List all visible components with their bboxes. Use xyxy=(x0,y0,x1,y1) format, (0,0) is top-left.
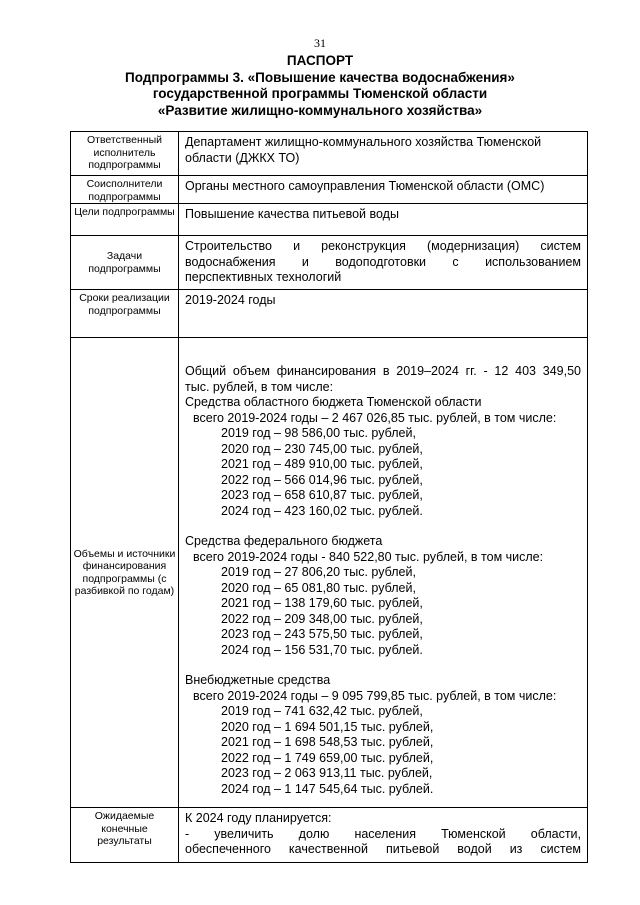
row-goals xyxy=(71,204,588,236)
row-executor xyxy=(71,132,588,176)
regional-year: 2020 год – 230 745,00 тыс. рублей, xyxy=(221,441,423,456)
value-funding: Общий объем финансирования в 2019–2024 гг. - 12 403 349,50 тыс. рублей, в том числе: Средства областного бюджета Тюменской области всего 2019-2024 годы – 2 467 026,85 тыс. рублей, в том числе: 2019 год – 98 586,00 тыс. рублей, 2020 год – 230 745,00 тыс. рублей, 2021 год – 489 910,00 тыс. рублей, 2022 год – 566 014,96 тыс. рублей, 2023 год – 658 610,87 тыс. рублей, 2024 год – 423 160,02 тыс. рублей. Средства федерального бюджета всего 2019-2024 годы - 840 522,80 тыс. рублей, в том числе: 2019 год – 27 806,20 тыс. рублей, 2020 год – 65 081,80 тыс. рублей, 2021 год – 138 179,60 тыс. рублей, 2022 год – 209 348,00 тыс. рублей, 2023 год – 243 575,50 тыс. рублей, 2024 год – 156 531,70 тыс. рублей. Внебюджетные средства всего 2019-2024 годы – 9 095 799,85 тыс. рублей, в том числе: 2019 год – 741 632,42 тыс. рублей, 2020 год – 1 694 501,15 тыс. рублей, 2021 год – 1 698 548,53 тыс. рублей, 2022 год – 1 749 659,00 тыс. рублей, 2023 год – 2 063 913,11 тыс. рублей, 2024 год – 1 147 545,64 тыс. рублей. xyxy=(179,338,588,808)
row-results xyxy=(71,808,588,863)
row-coexecutors xyxy=(71,176,588,204)
label-executor: Ответственный исполнитель подпрограммы xyxy=(71,132,179,176)
regional-heading: Средства областного бюджета Тюменской области xyxy=(185,395,482,409)
label-coexecutors: Соисполнители подпрограммы xyxy=(71,176,179,204)
value-tasks: Строительство и реконструкция (модернизация) систем водоснабжения и водоподготовки с использованием перспективных технологий xyxy=(179,236,588,290)
extrabudget-heading: Внебюджетные средства xyxy=(185,673,331,687)
federal-total: всего 2019-2024 годы - 840 522,80 тыс. рублей, в том числе: xyxy=(193,549,544,564)
federal-heading: Средства федерального бюджета xyxy=(185,534,383,548)
regional-year: 2023 год – 658 610,87 тыс. рублей, xyxy=(221,488,423,502)
federal-year: 2024 год – 156 531,70 тыс. рублей. xyxy=(221,642,423,657)
federal-year: 2020 год – 65 081,80 тыс. рублей, xyxy=(221,580,416,595)
row-tasks xyxy=(71,236,588,290)
extrabudget-total: всего 2019-2024 годы – 9 095 799,85 тыс. рублей, в том числе: xyxy=(193,688,557,703)
passport-table xyxy=(70,131,588,863)
extrabudget-year: 2023 год – 2 063 913,11 тыс. рублей, xyxy=(221,766,433,780)
label-terms: Сроки реализации подпрограммы xyxy=(71,290,179,338)
value-goals: Повышение качества питьевой воды xyxy=(179,204,588,236)
extrabudget-year: 2019 год – 741 632,42 тыс. рублей, xyxy=(221,704,423,718)
federal-year: 2022 год – 209 348,00 тыс. рублей, xyxy=(221,611,423,626)
label-results: Ожидаемые конечные результаты xyxy=(71,808,179,863)
regional-year: 2019 год – 98 586,00 тыс. рублей, xyxy=(221,426,416,440)
federal-year: 2023 год – 243 575,50 тыс. рублей, xyxy=(221,627,423,641)
label-goals: Цели подпрограммы xyxy=(71,204,179,236)
title-line: государственной программы Тюменской области xyxy=(152,86,488,101)
federal-year: 2021 год – 138 179,60 тыс. рублей, xyxy=(221,596,423,610)
value-coexecutors: Органы местного самоуправления Тюменской области (ОМС) xyxy=(179,176,588,204)
federal-year: 2019 год – 27 806,20 тыс. рублей, xyxy=(221,565,416,579)
title-line: «Развитие жилищно-коммунального хозяйства» xyxy=(157,102,483,118)
title-line: Подпрограммы 3. «Повышение качества водоснабжения» xyxy=(125,69,515,85)
regional-year: 2022 год – 566 014,96 тыс. рублей, xyxy=(221,472,423,487)
document-title xyxy=(0,53,640,119)
extrabudget-year: 2020 год – 1 694 501,15 тыс. рублей, xyxy=(221,719,434,734)
regional-year: 2024 год – 423 160,02 тыс. рублей. xyxy=(221,503,423,518)
row-terms xyxy=(71,290,588,338)
label-tasks: Задачи подпрограммы xyxy=(71,236,179,290)
value-results: К 2024 году планируется: - увеличить долю населения Тюменской области, обеспеченного качественной питьевой водой из систем xyxy=(179,808,588,863)
value-executor: Департамент жилищно-коммунального хозяйства Тюменской области (ДЖКХ ТО) xyxy=(179,132,588,176)
row-funding xyxy=(71,338,588,808)
value-terms: 2019-2024 годы xyxy=(179,290,588,338)
extrabudget-year: 2024 год – 1 147 545,64 тыс. рублей. xyxy=(221,781,434,796)
extrabudget-year: 2021 год – 1 698 548,53 тыс. рублей, xyxy=(221,735,434,749)
extrabudget-year: 2022 год – 1 749 659,00 тыс. рублей, xyxy=(221,750,434,765)
regional-total: всего 2019-2024 годы – 2 467 026,85 тыс. рублей, в том числе: xyxy=(193,410,557,425)
label-funding: Объемы и источники финансирования подпрограммы (с разбивкой по годам) xyxy=(71,338,179,808)
title-line: ПАСПОРТ xyxy=(286,53,354,68)
regional-year: 2021 год – 489 910,00 тыс. рублей, xyxy=(221,457,423,471)
page-number: 31 xyxy=(314,36,326,50)
